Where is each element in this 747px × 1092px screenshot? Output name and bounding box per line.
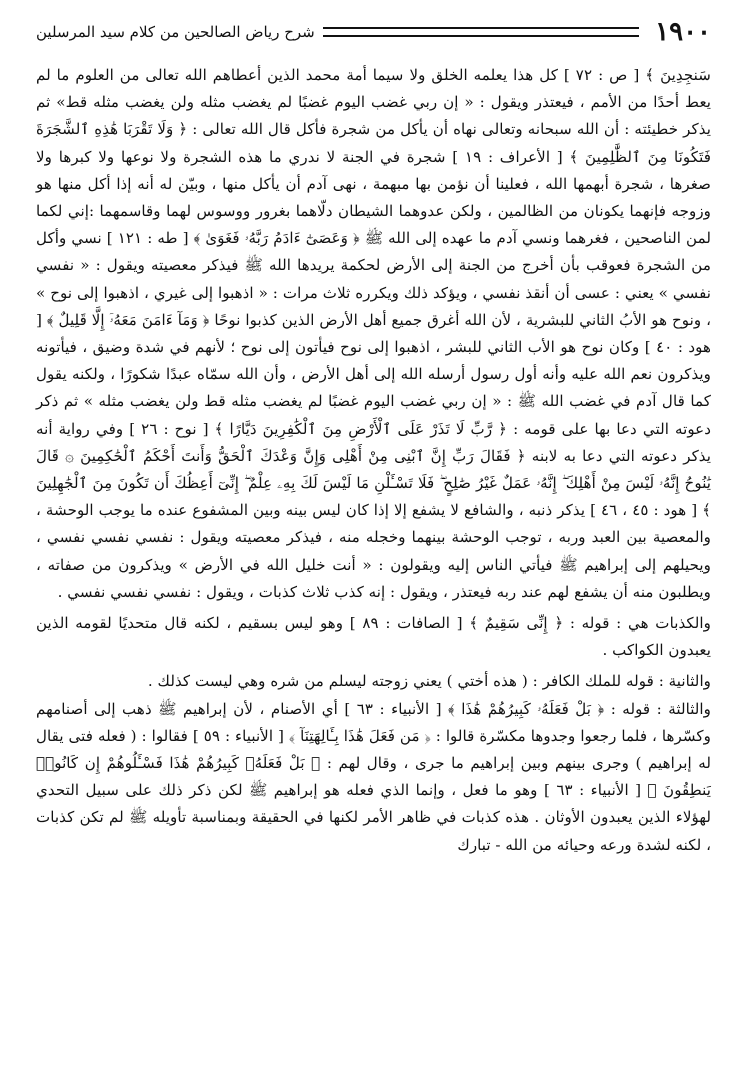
- paragraph-second-lie: والثانية : قوله للملك الكافر : ( هذه أختي ) يعني زوجته ليسلم من شره وهي ليست كذلك .: [147, 672, 711, 691]
- body-text: [36, 62, 711, 859]
- page-header: [36, 10, 711, 54]
- running-title: شرح رياض الصالحين من كلام سيد المرسلين: [36, 23, 315, 41]
- paragraph-main: سَنجِدِينَ ﴾ [ ص : ٧٢ ] كل هذا يعلمه الخلق ولا سيما أمة محمد الذين أعطاهم الله تعالى من العلوم ما لم يعط أحدًا من الأمم ، فيعتذر ويقول : « إن ربي غضب اليوم غضبًا لم يغضب مثله ولن يغضب مثله قط» ثم يذكر خطيئته : أن الله سبحانه وتعالى نهاه أن يأكل من شجرة فأكل قال الله تعالى : ﴿ وَلَا تَقْرَبَا هَٰذِهِ ٱلشَّجَرَةَ فَتَكُونَا مِنَ ٱلظَّٰلِمِينَ ﴾ [ الأعراف : ١٩ ] شجرة في الجنة لا ندري ما هذه الشجرة ولا نوعها ولا كبرها ولا صغرها ، شجرة أبهمها الله ، فعلينا أن نؤمن بها مبهمة ، نهى آدم أن يأكل منها ، وبيّن له أنه إذا أكل منها هو وزوجه فإنهما يكونان من الظالمين ، ولكن عدوهما الشيطان دلّاهما بغرور ووسوس لهما وقاسمهما :إني لكما لمن الناصحين ، فغرهما ونسي آدم ما عهده إلى الله ﷺ ﴿ وَعَصَىٰٓ ءَادَمُ رَبَّهُۥ فَغَوَىٰ ﴾ [ طه : ١٢١ ] نسي وأكل من الشجرة فعوقب بأن أخرج من الجنة إلى الأرض لحكمة يريدها الله ﷺ فيذكر معصيته ويقول : « نفسي نفسي » يعني : عسى أن أنقذ نفسي ، ويؤكد ذلك ويكرره ثلاث مرات : « اذهبوا إلى غيري ، اذهبوا إلى نوح » ، ونوح هو الأبُ الثاني للبشرية ، لأن الله أغرق جميع أهل الأرض الذين كذبوا نوحًا ﴿ وَمَآ ءَامَنَ مَعَهُۥٓ إِلَّا قَلِيلٌ ﴾ [ هود : ٤٠ ] وكان نوح هو الأب الثاني للبشر ، اذهبوا إلى نوح فيأتون إلى نوح ؛ لأنهم في شدة وضيق ، فيأتونه ويذكرون نعم الله عليه وأنه أول رسول أرسله الله إلى أهل الأرض ، وأن الله سمّاه عبدًا شكورًا ، ولكنه يقول كما قال آدم في غضب الله ﷺ : « إن ربي غضب اليوم غضبًا لم يغضب مثله قط ولن يغضب مثله » ثم ذكر دعوته التي دعا بها على قومه : ﴿ رَّبِّ لَا تَذَرْ عَلَى ٱلْأَرْضِ مِنَ ٱلْكَٰفِرِينَ دَيَّارًا ﴾ [ نوح : ٢٦ ] وفي رواية أنه يذكر دعوته التي دعا به لابنه ﴿ فَقَالَ رَبِّ إِنَّ ٱبْنِى مِنْ أَهْلِى وَإِنَّ وَعْدَكَ ٱلْحَقُّ وَأَنتَ أَحْكَمُ ٱلْحَٰكِمِينَ ۞ قَالَ يَٰنُوحُ إِنَّهُۥ لَيْسَ مِنْ أَهْلِكَ ۖ إِنَّهُۥ عَمَلٌ غَيْرُ صَٰلِحٍ ۖ فَلَا تَسْـَٔلْنِ مَا لَيْسَ لَكَ بِهِۦ عِلْمٌ ۖ إِنِّىٓ أَعِظُكَ أَن تَكُونَ مِنَ ٱلْجَٰهِلِينَ ﴾ [ هود : ٤٥ ، ٤٦ ] يذكر ذنبه ، والشافع لا يشفع إلا إذا كان ليس بينه وبين المشفوع عنده ما يوجب الوحشة ، والمعصية بين العبد وربه ، توجب الوحشة بينهما وخجله منه ، فيذكر معصيته ويقول : نفسي نفسي نفسي ، ويحيلهم إلى إبراهيم ﷺ فيأتي الناس إليه ويقولون : « أنت خليل الله في الأرض » ويذكرون من صفاته ، ويطلبون منه أن يشفع لهم عند ربه فيعتذر ، ويقول : إنه كذب ثلاث كذبات ، ويقول : نفسي نفسي نفسي .: [36, 66, 712, 601]
- paragraph-third-lie: والثالثة : قوله : ﴿ بَلْ فَعَلَهُۥ كَبِيرُهُمْ هَٰذَا ﴾ [ الأنبياء : ٦٣ ] أي الأصنام ، لأن إبراهيم ﷺ ذهب إلى أصنامهم وكسّرها ، فلما رجعوا وجدوها مكسّرة قالوا : ﴿ مَن فَعَلَ هَٰذَا بِـَٔالِهَتِنَآ ﴾ [ الأنبياء : ٥٩ ] فقالوا : ( فعله فتى يقال له إبراهيم ) وجرى بينهم وبين إبراهيم ما جرى ، وقال لهم : ﴿ بَلْ فَعَلَهُۥ كَبِيرُهُمْ هَٰذَا فَسْـَٔلُوهُمْ إِن كَانُوا۟ يَنطِقُونَ ﴾ [ الأنبياء : ٦٣ ] وهو ما فعل ، وإنما الذي فعله هو إبراهيم ﷺ لكن ذكر ذلك على سبيل التحدي لهؤلاء الذين يعبدون الأوثان . هذه كذبات في ظاهر الأمر لكنها في الحقيقة وبمناسبة تأويله ﷺ لم تكن كذبات ، لكنه لشدة ورعه وحيائه من الله - تبارك: [36, 699, 711, 854]
- paragraph-first-lie: والكذبات هي : قوله : ﴿ إِنِّى سَقِيمٌ ﴾ [ الصافات : ٨٩ ] وهو ليس بسقيم ، لكنه قال متحديًا لقومه الذين يعبدون الكواكب .: [36, 614, 711, 660]
- page-number: ١٩٠٠: [655, 17, 711, 47]
- header-rule: [323, 27, 639, 37]
